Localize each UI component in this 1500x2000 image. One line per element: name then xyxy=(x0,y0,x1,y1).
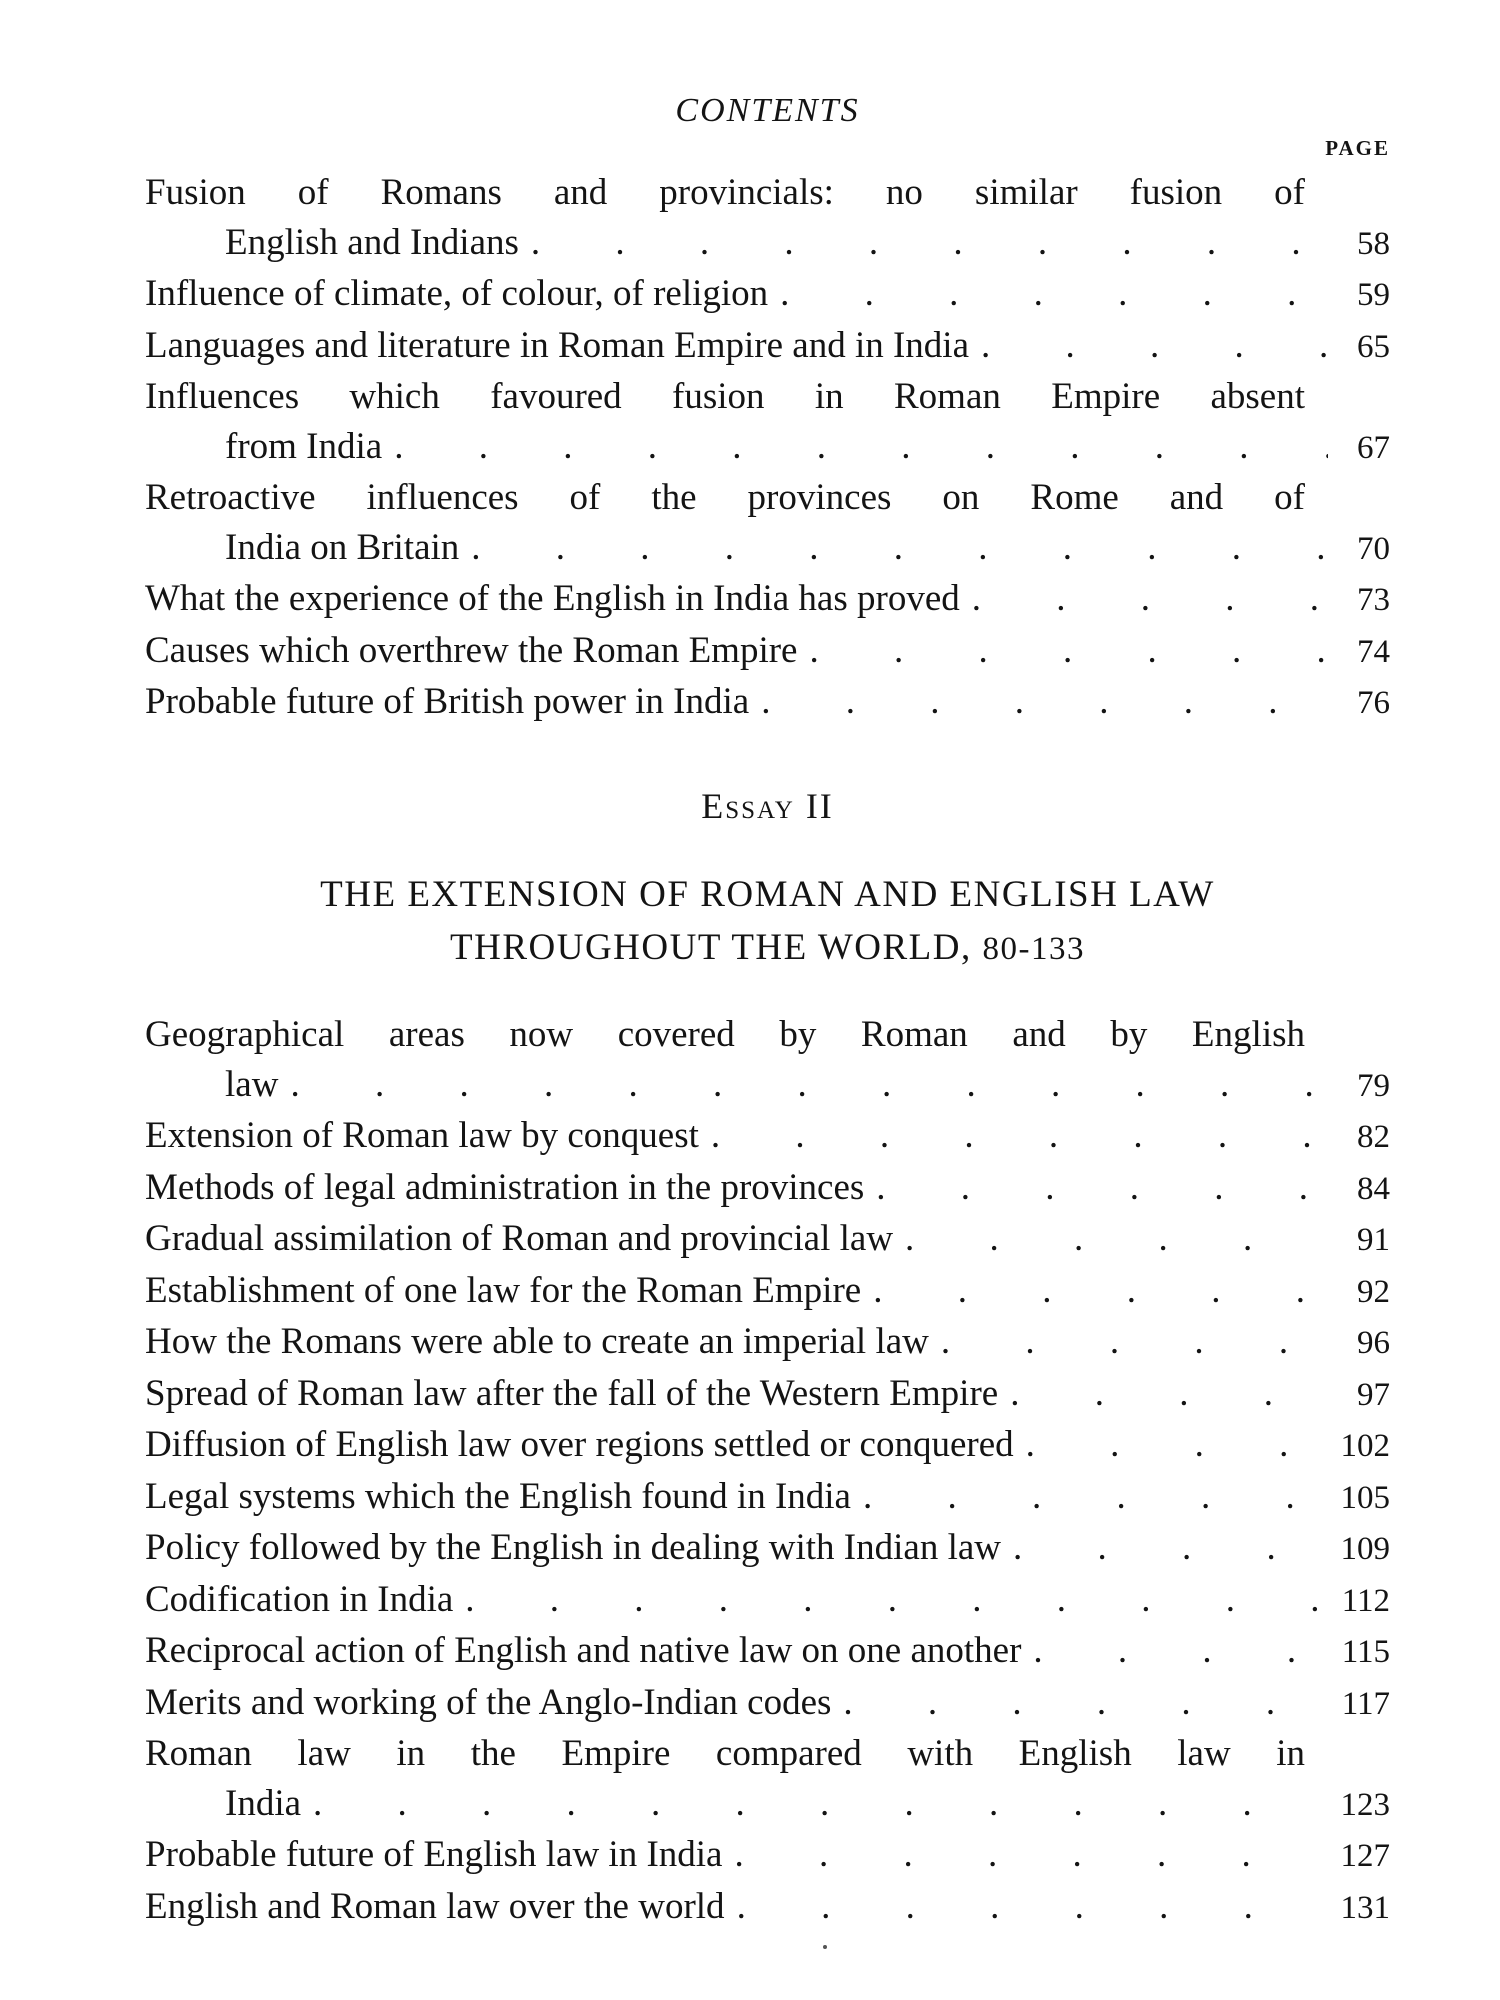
toc-entry-line xyxy=(145,269,1390,321)
toc-entry-page-number: 74 xyxy=(1357,633,1390,670)
dot-leader xyxy=(1001,1523,1328,1573)
toc-entry-page-number: 84 xyxy=(1357,1170,1390,1207)
dot-leader xyxy=(893,1214,1328,1264)
toc-entry-title-line: Fusion of Romans and provincials: no similar fusion of xyxy=(145,172,1305,213)
toc-entry xyxy=(145,1317,1390,1369)
toc-entry xyxy=(145,1420,1390,1472)
toc-entry xyxy=(145,1214,1390,1266)
toc-entry xyxy=(145,1523,1390,1575)
toc-entry-line xyxy=(145,1830,1390,1882)
dot-leader xyxy=(998,1369,1328,1419)
toc-entry-page-number: 123 xyxy=(1340,1786,1390,1823)
toc-entry xyxy=(145,168,1390,269)
toc-entry xyxy=(145,473,1390,574)
toc-entry-line xyxy=(145,1882,1390,1934)
toc-entry-line xyxy=(145,1626,1390,1678)
toc-entry-line xyxy=(145,1163,1390,1215)
dot-leader xyxy=(725,1882,1328,1932)
toc-entry-line xyxy=(145,1678,1390,1730)
essay-heading: Essay II xyxy=(701,786,834,826)
dot-leader xyxy=(278,1060,1328,1110)
toc-entry-title: What the experience of the English in India has proved xyxy=(145,578,960,619)
toc-entry-page-number: 76 xyxy=(1357,685,1390,721)
toc-entry-page-number: 117 xyxy=(1341,1685,1390,1722)
toc-entry xyxy=(145,1729,1390,1830)
dot-leader xyxy=(1021,1626,1328,1676)
dot-leader xyxy=(519,218,1328,268)
toc-entry-page-number: 102 xyxy=(1340,1428,1390,1464)
dot-leader xyxy=(851,1472,1328,1522)
toc-entry-title: Gradual assimilation of Roman and provincial law xyxy=(145,1218,894,1259)
toc-entry xyxy=(145,1111,1390,1163)
toc-entry xyxy=(145,269,1390,321)
dot-leader xyxy=(929,1317,1328,1367)
toc-entry-line xyxy=(145,523,1390,575)
toc-entry-page-number: 92 xyxy=(1357,1273,1390,1310)
dot-leader xyxy=(969,321,1328,371)
dot-leader xyxy=(722,1830,1328,1880)
toc-entry-title: Methods of legal administration in the provinces xyxy=(145,1166,865,1208)
dot-leader xyxy=(699,1111,1328,1161)
toc-entry-page-number: 59 xyxy=(1357,277,1390,313)
toc-entry-title: English and Indians xyxy=(225,221,519,263)
toc-entry-line xyxy=(145,1214,1390,1266)
toc-entry-line xyxy=(145,1523,1390,1575)
toc-entry-title: Codification in India xyxy=(145,1578,454,1620)
toc-entry-line xyxy=(145,218,1390,270)
toc-entry-page-number: 131 xyxy=(1340,1889,1390,1926)
toc-entry-title: Merits and working of the Anglo-Indian codes xyxy=(145,1681,832,1723)
dot-leader xyxy=(1014,1420,1328,1470)
essay-title-line-1: THE EXTENSION OF ROMAN AND ENGLISH LAW xyxy=(320,874,1215,915)
toc-entry-title: from India xyxy=(225,425,383,467)
toc-entry-line xyxy=(145,1111,1390,1163)
toc-entry-title-line: Retroactive influences of the provinces on Rome and of xyxy=(145,477,1305,518)
toc-entry-title: Legal systems which the English found in India xyxy=(145,1475,851,1517)
toc-entry-page-number: 70 xyxy=(1357,530,1390,567)
toc-entry-line xyxy=(145,1317,1390,1369)
toc-entry-line xyxy=(145,1060,1390,1112)
toc-entry-line xyxy=(145,422,1390,474)
print-speck xyxy=(823,1945,827,1949)
dot-leader xyxy=(749,677,1328,727)
toc-entry xyxy=(145,372,1390,473)
toc-entry-title: India xyxy=(225,1782,302,1824)
toc-entry xyxy=(145,1266,1390,1318)
toc-entry-page-number: 127 xyxy=(1340,1838,1390,1874)
toc-entry-page-number: 58 xyxy=(1357,225,1390,262)
essay-title-line-2 xyxy=(145,921,1390,976)
dot-leader xyxy=(960,574,1328,624)
toc-entry-title: Influence of climate, of colour, of religion xyxy=(145,273,769,314)
toc-entry-title: Establishment of one law for the Roman Empire xyxy=(145,1269,862,1311)
toc-entry-title: India on Britain xyxy=(225,526,460,568)
dot-leader xyxy=(797,626,1328,676)
toc-entry-title: Policy followed by the English in dealing with Indian law xyxy=(145,1527,1002,1568)
toc-entry xyxy=(145,1575,1390,1627)
toc-entry-title-line: Influences which favoured fusion in Roman Empire absent xyxy=(145,376,1305,417)
dot-leader xyxy=(459,523,1328,573)
toc-entry xyxy=(145,1010,1390,1111)
toc-entry-line xyxy=(145,1266,1390,1318)
toc-entry-title: Probable future of English law in India xyxy=(145,1834,723,1875)
toc-entry-page-number: 97 xyxy=(1357,1376,1390,1413)
toc-entry-line xyxy=(145,1779,1390,1831)
dot-leader xyxy=(768,269,1328,319)
toc-entry-title-line: Geographical areas now covered by Roman and by English xyxy=(145,1014,1305,1055)
toc-entry xyxy=(145,1678,1390,1730)
toc-entry-title: Spread of Roman law after the fall of the Western Empire xyxy=(145,1372,999,1414)
toc-entry-title: English and Roman law over the world xyxy=(145,1885,725,1927)
dot-leader xyxy=(301,1779,1328,1829)
toc-entry-page-number: 82 xyxy=(1357,1119,1390,1155)
dot-leader xyxy=(861,1266,1328,1316)
toc-entry-page-number: 112 xyxy=(1341,1582,1390,1619)
toc-entry-title: How the Romans were able to create an imperial law xyxy=(145,1321,929,1362)
toc-entry-title: Extension of Roman law by conquest xyxy=(145,1115,699,1156)
toc-entry-line xyxy=(145,1420,1390,1472)
toc-entry-title: Reciprocal action of English and native law on one another xyxy=(145,1630,1022,1671)
toc-entry-title: Languages and literature in Roman Empire and in India xyxy=(145,324,970,366)
toc-entry-line xyxy=(145,677,1390,729)
dot-leader xyxy=(864,1163,1328,1213)
dot-leader xyxy=(382,422,1328,472)
toc-entry-title: Diffusion of English law over regions settled or conquered xyxy=(145,1424,1014,1465)
toc-entry xyxy=(145,626,1390,678)
toc-entry xyxy=(145,1163,1390,1215)
toc-entry-line xyxy=(145,1472,1390,1524)
toc-entry-page-number: 96 xyxy=(1357,1325,1390,1361)
toc-entry-title-line: Roman law in the Empire compared with English law in xyxy=(145,1733,1305,1774)
toc-entry xyxy=(145,321,1390,373)
toc-entry xyxy=(145,1472,1390,1524)
toc-entry xyxy=(145,574,1390,626)
dot-leader xyxy=(831,1678,1328,1728)
toc-entry xyxy=(145,1882,1390,1934)
toc-entry-page-number: 67 xyxy=(1357,429,1390,466)
essay-page-range: 80-133 xyxy=(982,931,1085,967)
essay-title-line-2-text: THROUGHOUT THE WORLD, xyxy=(450,927,972,968)
toc-entry xyxy=(145,1369,1390,1421)
toc-entry-page-number: 79 xyxy=(1357,1067,1390,1104)
toc-entry-page-number: 65 xyxy=(1357,328,1390,365)
toc-entry-line xyxy=(145,626,1390,678)
toc-entry-page-number: 73 xyxy=(1357,582,1390,618)
toc-entry-line xyxy=(145,574,1390,626)
running-head: CONTENTS xyxy=(675,92,860,129)
toc-entry-title: law xyxy=(225,1063,279,1105)
toc-entry-title: Causes which overthrew the Roman Empire xyxy=(145,629,798,671)
toc-entry-page-number: 109 xyxy=(1340,1531,1390,1567)
contents-list-part-two xyxy=(145,1010,1390,1933)
contents-page xyxy=(145,0,1390,2000)
essay-title xyxy=(145,868,1390,976)
page-column-label: PAGE xyxy=(1325,136,1390,160)
contents-list-part-one xyxy=(145,168,1390,729)
toc-entry-line xyxy=(145,321,1390,373)
toc-entry-page-number: 105 xyxy=(1340,1479,1390,1516)
toc-entry-title: Probable future of British power in India xyxy=(145,681,750,722)
toc-entry xyxy=(145,1830,1390,1882)
dot-leader xyxy=(453,1575,1328,1625)
toc-entry xyxy=(145,677,1390,729)
toc-entry xyxy=(145,1626,1390,1678)
toc-entry-page-number: 91 xyxy=(1357,1222,1390,1258)
toc-entry-page-number: 115 xyxy=(1341,1634,1390,1670)
toc-entry-line xyxy=(145,1575,1390,1627)
toc-entry-line xyxy=(145,1369,1390,1421)
